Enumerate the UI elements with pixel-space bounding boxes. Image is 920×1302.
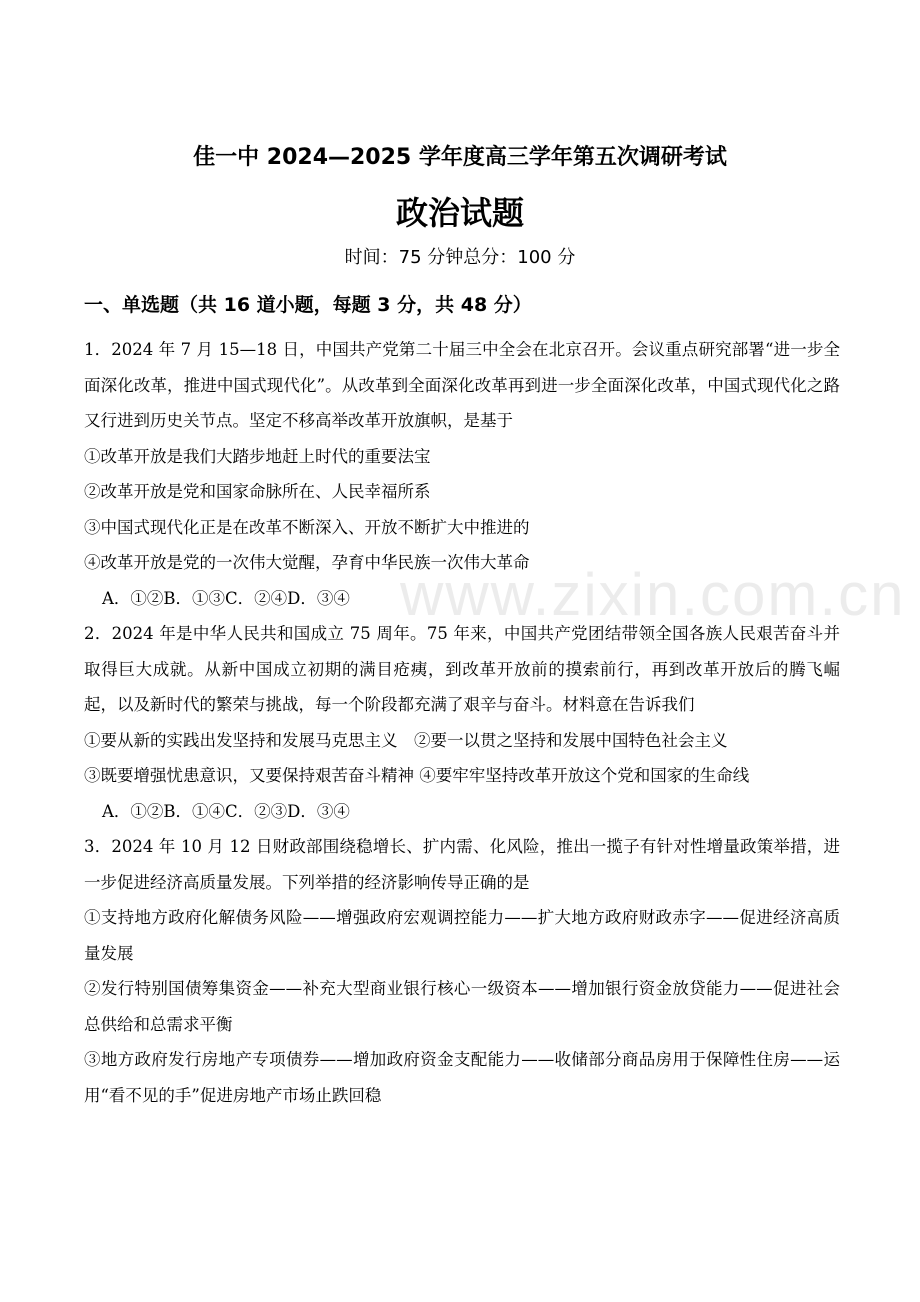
option-item: ③中国式现代化正是在改革不断深入、开放不断扩大中推进的 bbox=[84, 517, 530, 537]
subject-title: 政治试题 bbox=[395, 194, 524, 232]
question-3 bbox=[84, 829, 840, 1113]
question-list bbox=[84, 332, 840, 1113]
question-stem: 2．2024 年是中华人民共和国成立 75 周年。75 年来，中国共产党团结带领全国各族人民艰苦奋斗并取得巨大成就。从新中国成立初期的满目疮痍，到改革开放前的摸索前行，再到改革开放后的腾飞崛起，以及新时代的繁荣与挑战，每一个阶段都充满了艰辛与奋斗。材料意在告诉我们 bbox=[84, 624, 840, 714]
question-1 bbox=[84, 332, 840, 616]
option-item: ③地方政府发行房地产专项债券——增加政府资金支配能力——收储部分商品房用于保障性住房——运用“看不见的手”促进房地产市场止跌回稳 bbox=[84, 1050, 840, 1105]
question-stem: 3．2024 年 10 月 12 日财政部围绕稳增长、扩内需、化风险，推出一揽子有针对性增量政策举措，进一步促进经济高质量发展。下列举措的经济影响传导正确的是 bbox=[84, 837, 840, 892]
option-item: ②改革开放是党和国家命脉所在、人民幸福所系 bbox=[84, 482, 431, 501]
option-item: ①支持地方政府化解债务风险——增强政府宏观调控能力——扩大地方政府财政赤字——促进经济高质量发展 bbox=[84, 908, 840, 963]
question-2 bbox=[84, 616, 840, 829]
option-item: ①改革开放是我们大踏步地赶上时代的重要法宝 bbox=[84, 446, 431, 466]
answer-choices: A．①②B．①④C．②③D．③④ bbox=[102, 801, 350, 821]
answer-choices: A．①②B．①③C．②④D．③④ bbox=[102, 588, 350, 608]
time-info: 时间：75 分钟总分：100 分 bbox=[344, 247, 576, 268]
question-stem: 1．2024 年 7 月 15—18 日，中国共产党第二十届三中全会在北京召开。会议重点研究部署“进一步全面深化改革，推进中国式现代化”。从改革到全面深化改革再到进一步全面深化改革，中国式现代化之路又行进到历史关节点。坚定不移高举改革开放旗帜，是基于 bbox=[84, 340, 840, 430]
option-item: ③既要增强忧患意识，又要保持艰苦奋斗精神 ④要牢牢坚持改革开放这个党和国家的生命线 bbox=[84, 766, 750, 785]
exam-title: 佳一中 2024—2025 学年度高三学年第五次调研考试 bbox=[193, 145, 727, 170]
option-item: ②发行特别国债筹集资金——补充大型商业银行核心一级资本——增加银行资金放贷能力——促进社会总供给和总需求平衡 bbox=[84, 979, 840, 1034]
option-item: ④改革开放是党的一次伟大觉醒，孕育中华民族一次伟大革命 bbox=[84, 553, 530, 572]
section-title: 一、单选题（共 16 道小题，每题 3 分，共 48 分） bbox=[84, 294, 532, 316]
watermark: www.zixin.com.cn bbox=[400, 561, 906, 628]
option-item: ①要从新的实践出发坚持和发展马克思主义 ②要一以贯之坚持和发展中国特色社会主义 bbox=[84, 730, 728, 750]
